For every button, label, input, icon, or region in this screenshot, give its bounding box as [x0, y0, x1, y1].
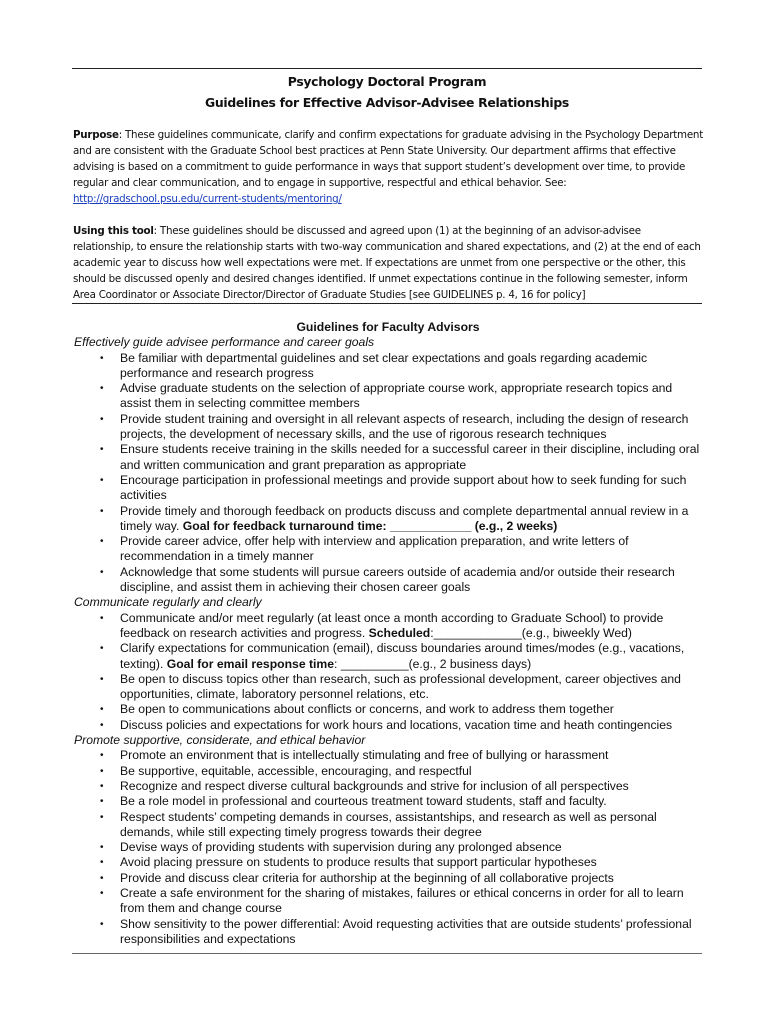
section-heading-guide-performance: Effectively guide advisee performance and career goals	[74, 335, 375, 350]
bullet-icon: •	[100, 796, 104, 808]
bullet-icon: •	[100, 780, 104, 792]
list-item: • Show sensitivity to the power differential: Avoid requesting activities that are outside students’ professional responsibilities and expectations	[100, 916, 692, 946]
list-item: • Acknowledge that some students will pursue careers outside of academia and/or outside their research discipline, and assist them in achieving their chosen career goals	[100, 564, 675, 595]
list-item: • Respect students’ competing demands in courses, assistantships, and research as well as personal demands, while still expecting timely progress towards their degree	[100, 809, 657, 839]
list-item: • Create a safe environment for the sharing of mistakes, failures or ethical concerns in order for all to learn from them and change course	[100, 885, 684, 916]
bullet-icon: •	[100, 673, 104, 685]
bullet-icon: •	[100, 872, 104, 884]
list-item: • Clarify expectations for communication (email), discuss boundaries around times/modes (e.g., vacations, texting). Goal for email response time: __________(e.g., 2 business days)	[100, 641, 685, 671]
guide-performance-list	[74, 351, 702, 596]
bullet-icon: •	[100, 505, 104, 517]
list-item: • Ensure students receive training in the skills needed for a successful career in their discipline, including oral and written communication and grant preparation as appropriate	[100, 442, 700, 472]
list-item: • Promote an environment that is intellectually stimulating and free of bullying or harassment	[100, 748, 609, 763]
bullet-icon: •	[100, 352, 104, 364]
list-item: • Devise ways of providing students with supervision during any prolonged absence	[100, 840, 562, 855]
section-heading-communicate: Communicate regularly and clearly	[74, 595, 262, 610]
bullet-icon: •	[100, 612, 104, 624]
section-rule	[72, 303, 702, 304]
using-tool-text: : These guidelines should be discussed and agreed upon (1) at the beginning of an advisor-advisee relationship, to ensure the relationship starts with two-way communication and shared expectations, and (2) at the end of each academic year to discuss how well expectations were met. If expectations are unmet from one perspective or the other, this should be discussed openly and desired changes identified. If unmet expectations continue in the following semester, inform Area Coordinator or Associate Director/Director of Graduate Studies [see GUIDELINES p. 4, 16 for policy]	[73, 225, 701, 301]
list-item: • Provide career advice, offer help with interview and application preparation, and write letters of recommendation in a timely manner	[100, 534, 629, 564]
top-rule	[72, 68, 702, 69]
bullet-icon: •	[100, 536, 104, 548]
scheduled-label: Scheduled	[368, 625, 431, 640]
purpose-label: Purpose	[73, 129, 119, 141]
document-title: Guidelines for Effective Advisor-Advisee Relationships	[205, 95, 569, 110]
bullet-icon: •	[100, 811, 104, 823]
list-item: • Provide timely and thorough feedback on products discuss and complete departmental annual review in a timely way. Goal for feedback turnaround time: ____________ (e.g., 2 weeks)	[100, 503, 689, 533]
faculty-guidelines	[74, 320, 702, 947]
bullet-icon: •	[100, 704, 104, 716]
using-tool-paragraph	[73, 223, 703, 303]
list-item: • Be open to discuss topics other than research, such as professional development, career objectives and opportunities, climate, laboratory personnel relations, etc.	[100, 671, 681, 702]
mentoring-link[interactable]: http://gradschool.psu.edu/current-students/mentoring/	[73, 193, 342, 205]
list-item: • Discuss policies and expectations for work hours and locations, vacation time and heath contingencies	[100, 717, 673, 732]
bullet-icon: •	[100, 918, 104, 930]
email-goal-label: Goal for email response time	[166, 656, 335, 671]
list-item: • Be supportive, equitable, accessible, encouraging, and respectful	[100, 763, 472, 778]
bullet-icon: •	[100, 857, 104, 869]
list-item: • Avoid placing pressure on students to produce results that support particular hypotheses	[100, 855, 597, 870]
guidelines-title: Guidelines for Faculty Advisors	[296, 320, 480, 334]
supportive-list	[74, 748, 702, 947]
communicate-list	[74, 611, 702, 733]
bullet-icon: •	[100, 887, 104, 899]
bullet-icon: •	[100, 765, 104, 777]
feedback-goal: Goal for feedback turnaround time: ____________ (e.g., 2 weeks)	[182, 518, 558, 533]
list-item: • Provide student training and oversight in all relevant aspects of research, including the design of research projects, the development of necessary skills, and the use of rigorous research techniques	[100, 411, 689, 442]
list-item: • Be a role model in professional and courteous treatment toward students, staff and faculty.	[100, 794, 607, 809]
bullet-icon: •	[100, 383, 104, 395]
section-heading-supportive: Promote supportive, considerate, and ethical behavior	[74, 733, 366, 748]
bullet-icon: •	[100, 643, 104, 655]
bullet-icon: •	[100, 750, 104, 762]
program-title: Psychology Doctoral Program	[287, 74, 487, 89]
bullet-icon: •	[100, 719, 104, 731]
list-item: • Be open to communications about conflicts or concerns, and work to address them together	[100, 702, 614, 717]
purpose-paragraph	[73, 127, 703, 207]
bullet-icon: •	[100, 413, 104, 425]
bullet-icon: •	[100, 474, 104, 486]
document-header	[72, 71, 702, 113]
bottom-rule	[72, 953, 702, 954]
list-item: • Recognize and respect diverse cultural backgrounds and strive for inclusion of all perspectives	[100, 778, 629, 793]
bullet-icon: •	[100, 444, 104, 456]
using-tool-label: Using this tool	[73, 225, 154, 237]
purpose-text: : These guidelines communicate, clarify and confirm expectations for graduate advising in the Psychology Department and are consistent with the Graduate School best practices at Penn State University. Our department affirms that effective advising is based on a commitment to guide performance in ways that support student’s development over time, to provide regular and clear communication, and to engage in supportive, respectful and ethical behavior. See:	[73, 129, 703, 189]
list-item: • Encourage participation in professional meetings and provide support about how to seek funding for such activities	[100, 472, 687, 503]
bullet-icon: •	[100, 566, 104, 578]
list-item: • Provide and discuss clear criteria for authorship at the beginning of all collaborative projects	[100, 870, 614, 885]
list-item: • Communicate and/or meet regularly (at least once a month according to Graduate School) to provide feedback on research activities and progress. Scheduled:_____________(e.g., biweekly Wed)	[100, 610, 664, 640]
bullet-icon: •	[100, 842, 104, 854]
list-item: • Be familiar with departmental guidelines and set clear expectations and goals regarding academic performance and research progress	[100, 350, 648, 380]
list-item: • Advise graduate students on the selection of appropriate course work, appropriate research topics and assist them in selecting committee members	[100, 381, 673, 411]
